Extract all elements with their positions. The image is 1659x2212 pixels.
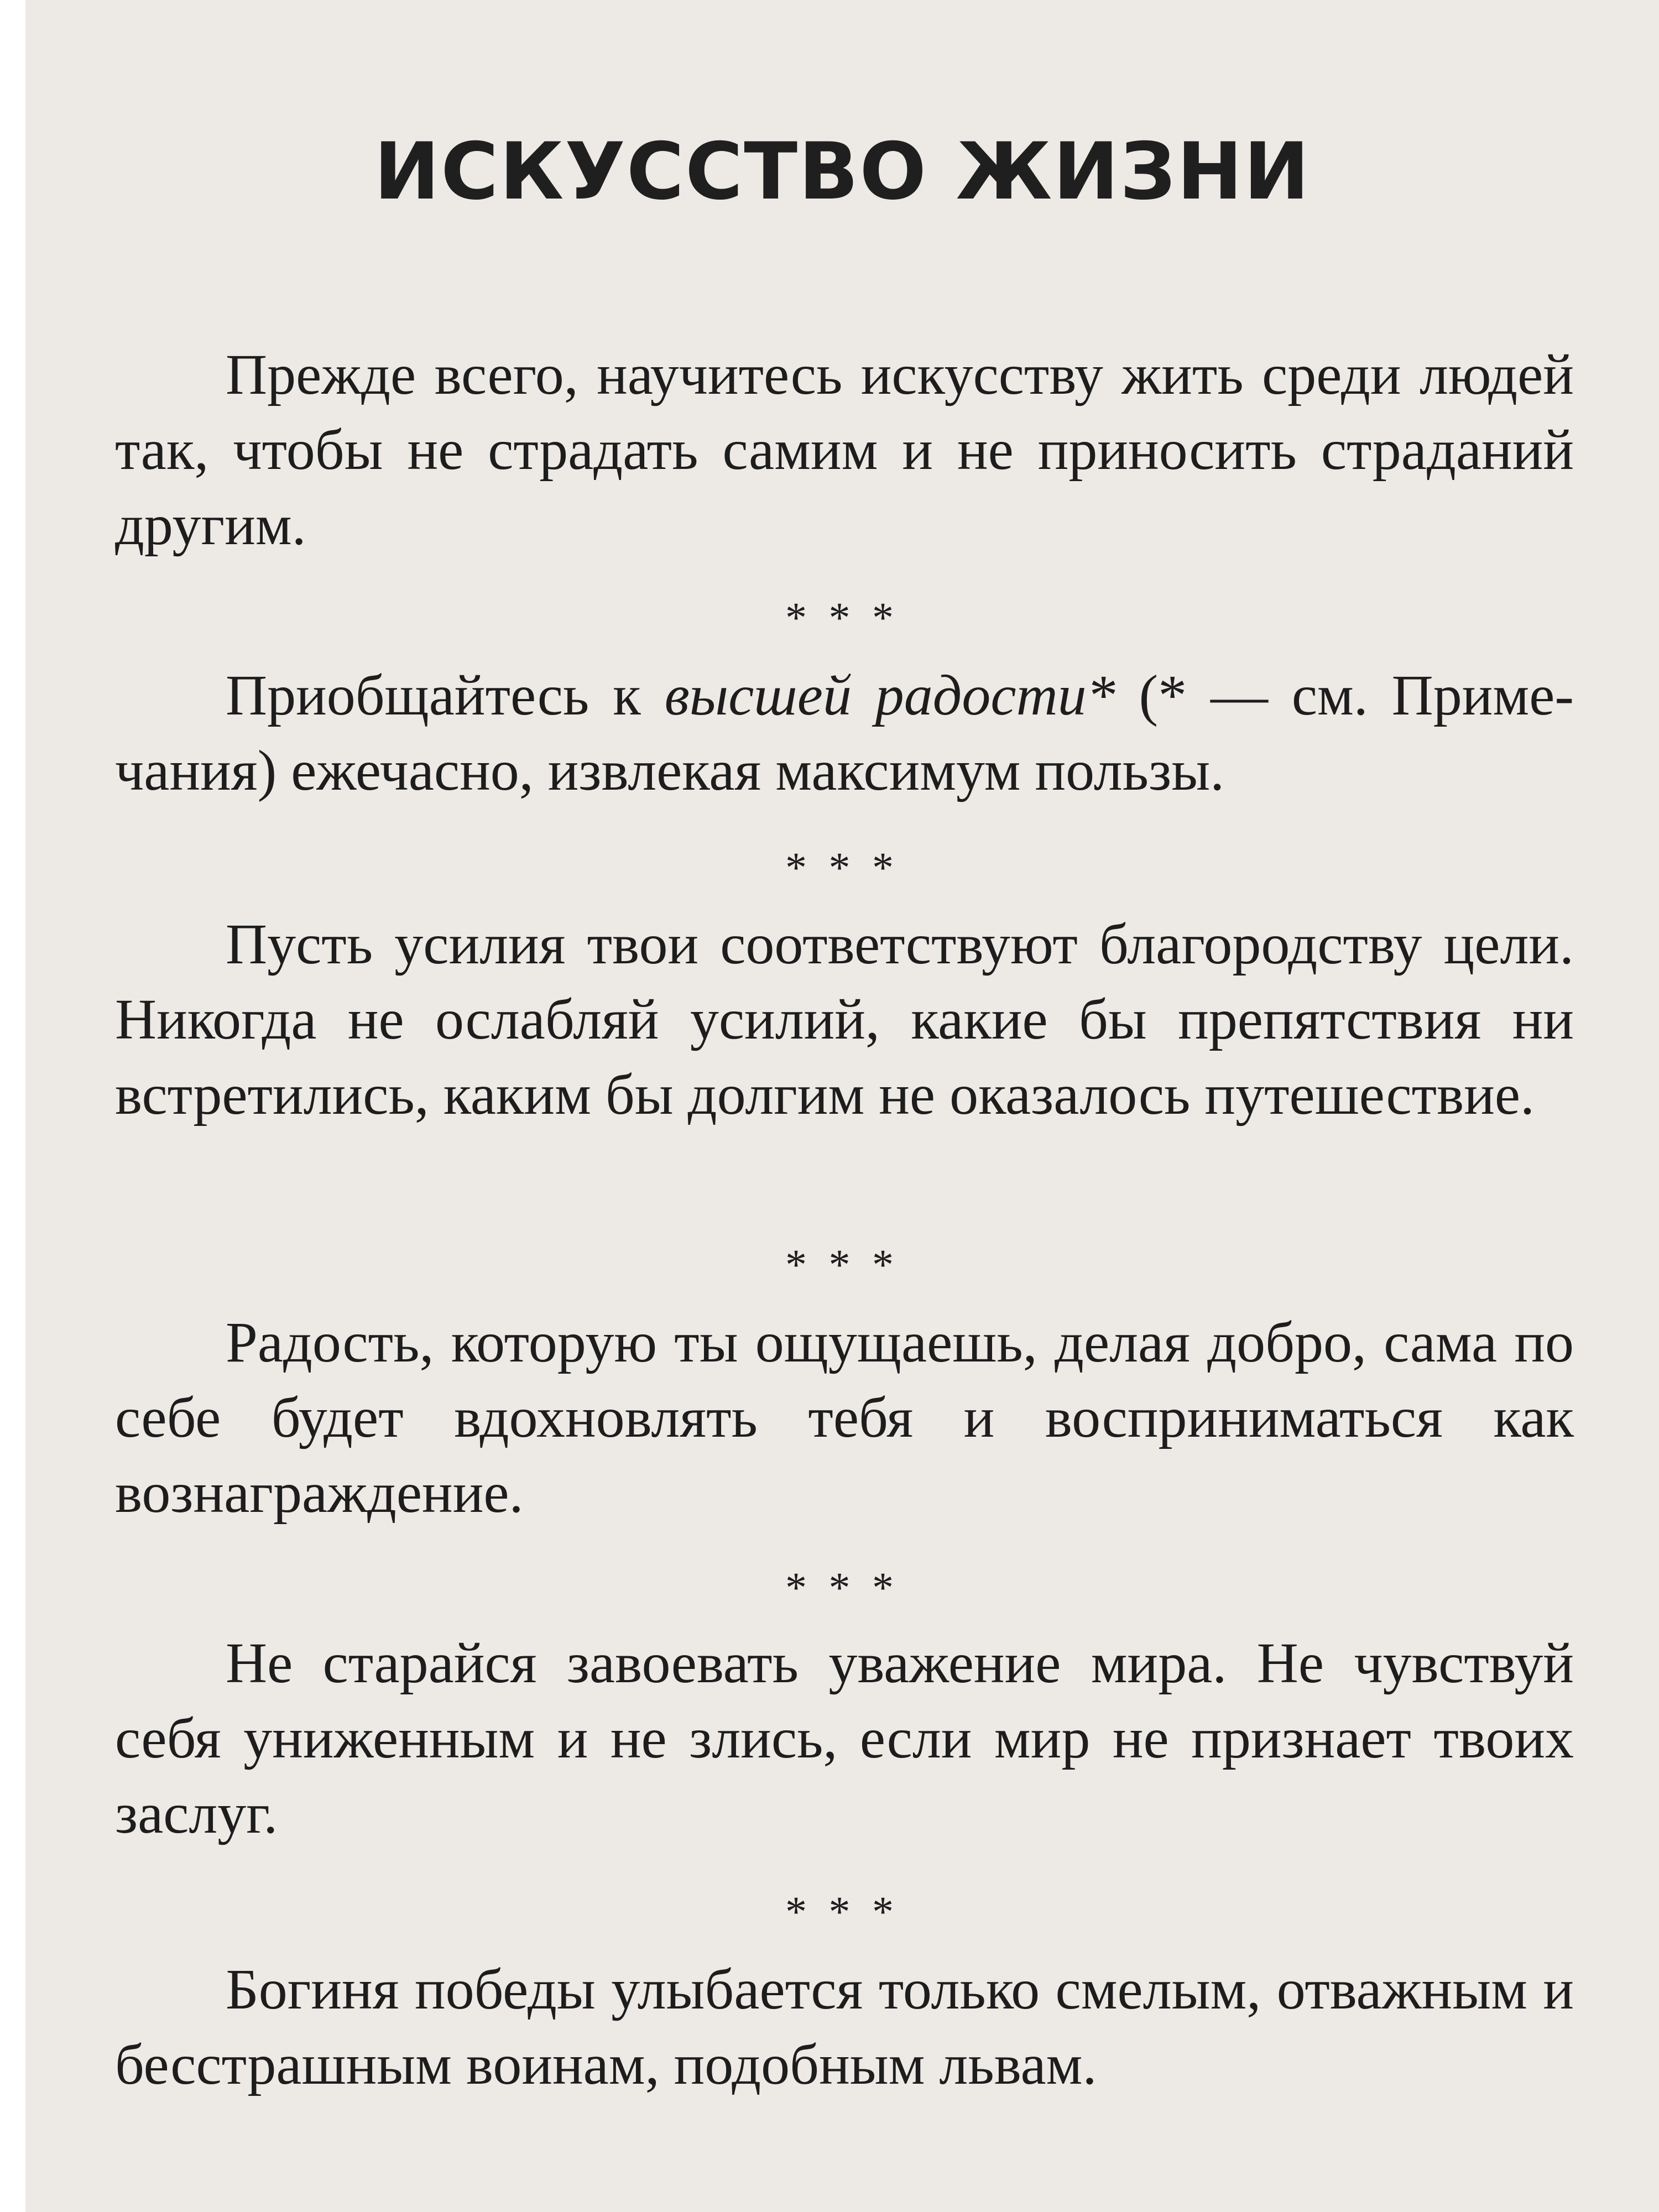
page-title: ИСКУССТВО ЖИЗНИ <box>374 126 1311 217</box>
paragraph-2-text-end: (* — см. Примечания) ежечасно, извлекая максимум пользы. <box>115 664 1574 802</box>
paragraph-2-text-start: Приобщайтесь к <box>226 664 665 727</box>
section-separator-5: * * * <box>785 1887 899 1936</box>
paragraph-1: Прежде всего, научитесь искусству жить среди людей так, чтобы не страдать самим и не приносить страданий другим. <box>115 343 1574 557</box>
section-separator-1: * * * <box>785 593 899 641</box>
book-page <box>25 0 1659 2212</box>
paragraph-5: Не старайся завоевать уважение мира. Не чувствуй себя униженным и не злись, если мир не признает твоих заслуг. <box>115 1631 1574 1845</box>
section-separator-3: * * * <box>785 1240 899 1288</box>
paragraph-2 <box>115 658 1574 808</box>
paragraph-6: Богиня победы улыбается только смелым, отважным и бесстрашным воинам, подобным львам. <box>115 1958 1574 2096</box>
paragraph-3: Пусть усилия твои соответствуют благородству цели. Никогда не ослабляй усилий, какие бы препятствия ни встретились, каким бы долгим не оказалось путешествие. <box>115 912 1574 1126</box>
paragraph-2-italic-term: высшей радости* <box>664 664 1115 727</box>
section-separator-2: * * * <box>785 843 899 891</box>
paragraph-4: Радость, которую ты ощущаешь, делая добро, сама по себе будет вдохновлять тебя и восприниматься как вознаграждение. <box>115 1311 1574 1525</box>
section-separator-4: * * * <box>785 1563 899 1611</box>
